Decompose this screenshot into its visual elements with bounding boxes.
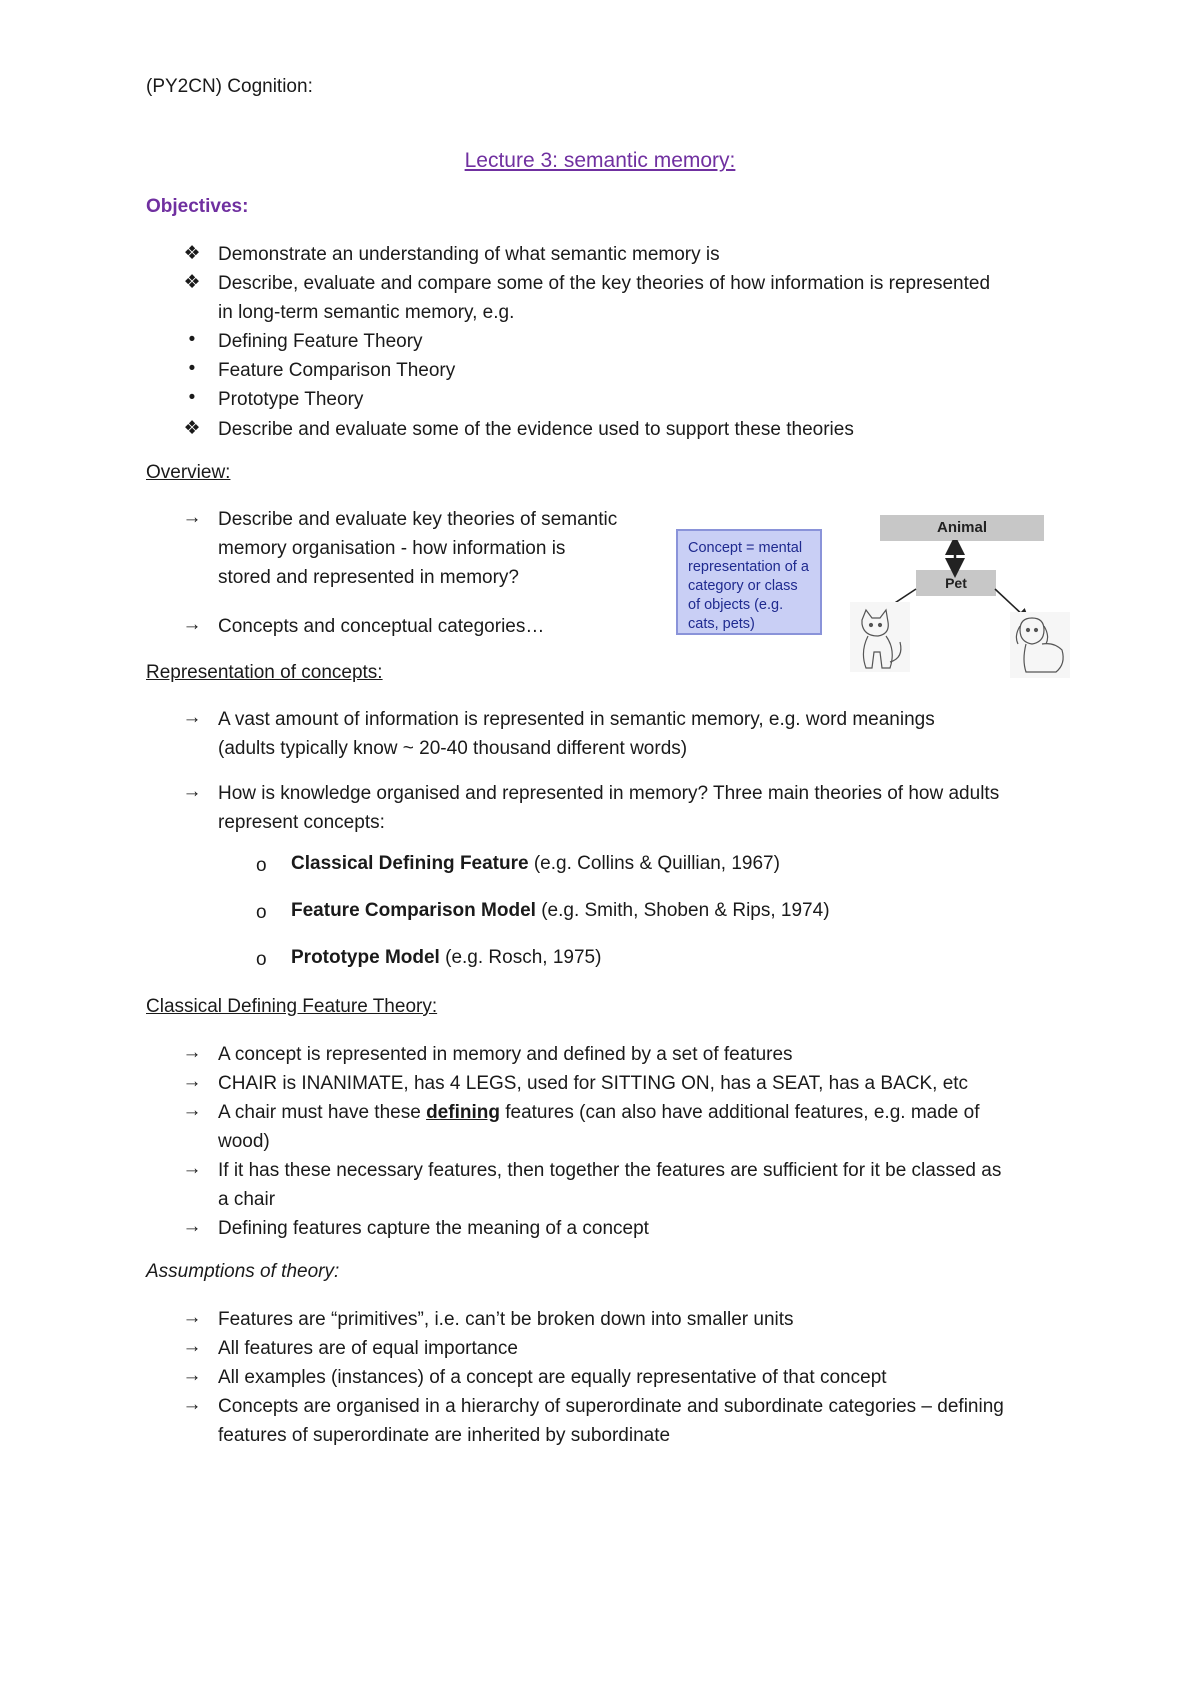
representation-text: A vast amount of information is represented in semantic memory, e.g. word meanings: [218, 709, 935, 730]
theory-text: [291, 900, 830, 922]
theory-reference: (e.g. Smith, Shoben & Rips, 1974): [535, 900, 830, 921]
assumption-text: Concepts are organised in a hierarchy of superordinate and subordinate categories – defining: [218, 1396, 1004, 1417]
theory-name: Feature Comparison Model: [291, 900, 536, 921]
objective-text: Describe, evaluate and compare some of the key theories of how information is represented: [218, 273, 991, 294]
assumption-text: Features are “primitives”, i.e. can’t be broken down into smaller units: [218, 1309, 794, 1330]
theory-reference: (e.g. Collins & Quillian, 1967): [528, 853, 780, 874]
bullet-icon: •: [188, 358, 196, 379]
arrow-icon: →: [182, 707, 202, 728]
assumption-text: All features are of equal importance: [218, 1338, 518, 1359]
classical-text: If it has these necessary features, then together the features are sufficient for it be classed as: [218, 1160, 1002, 1181]
classical-text: Defining features capture the meaning of a concept: [218, 1218, 649, 1239]
representation-text: (adults typically know ~ 20-40 thousand different words): [218, 738, 688, 759]
concept-hierarchy-diagram: [850, 540, 1070, 680]
circle-bullet-icon: o: [256, 855, 267, 876]
assumption-text: All examples (instances) of a concept are equally representative of that concept: [218, 1367, 887, 1388]
classical-theory-heading: Classical Defining Feature Theory:: [146, 996, 438, 1017]
theory-name: Classical Defining Feature: [291, 853, 529, 874]
concept-definition-box: Concept = mental representation of a category or class of objects (e.g. cats, pets): [676, 529, 822, 635]
arrow-icon: →: [182, 1336, 202, 1357]
theory-reference: (e.g. Rosch, 1975): [439, 947, 602, 968]
overview-heading: Overview:: [146, 462, 231, 483]
text-segment: features (can also have additional features, e.g. made of: [499, 1102, 980, 1123]
overview-text: Describe and evaluate key theories of semantic: [218, 509, 618, 530]
diamond-bullet-icon: ❖: [183, 272, 201, 293]
representation-text: How is knowledge organised and represented in memory? Three main theories of how adults: [218, 783, 1000, 804]
arrow-icon: →: [182, 1307, 202, 1328]
arrow-icon: →: [182, 1394, 202, 1415]
arrow-icon: →: [182, 1071, 202, 1092]
overview-text: stored and represented in memory?: [218, 567, 519, 588]
arrow-icon: →: [182, 614, 202, 635]
assumption-text: features of superordinate are inherited by subordinate: [218, 1425, 671, 1446]
document-header: (PY2CN) Cognition:: [146, 76, 313, 97]
arrow-icon: →: [182, 1042, 202, 1063]
objective-text: in long-term semantic memory, e.g.: [218, 302, 515, 323]
arrow-icon: →: [182, 1100, 202, 1121]
overview-text: Concepts and conceptual categories…: [218, 616, 545, 637]
lecture-title: Lecture 3: semantic memory:: [464, 149, 736, 172]
pet-node: Pet: [916, 570, 996, 596]
arrow-icon: →: [182, 507, 202, 528]
diamond-bullet-icon: ❖: [183, 243, 201, 264]
cat-icon: [850, 602, 910, 672]
overview-text: memory organisation - how information is: [218, 538, 566, 559]
objective-text: Feature Comparison Theory: [218, 360, 456, 381]
objective-text: Describe and evaluate some of the evidence used to support these theories: [218, 419, 854, 440]
text-segment: A chair must have these: [218, 1102, 427, 1123]
animal-node: Animal: [880, 515, 1044, 541]
objective-text: Defining Feature Theory: [218, 331, 423, 352]
representation-heading: Representation of concepts:: [146, 662, 383, 683]
emphasis-defining: defining: [426, 1102, 500, 1123]
theory-text: [291, 853, 780, 875]
objective-text: Demonstrate an understanding of what semantic memory is: [218, 244, 720, 265]
classical-text: A concept is represented in memory and defined by a set of features: [218, 1044, 793, 1065]
circle-bullet-icon: o: [256, 949, 267, 970]
theory-text: [291, 947, 601, 969]
theory-name: Prototype Model: [291, 947, 440, 968]
arrow-icon: →: [182, 1158, 202, 1179]
classical-text: a chair: [218, 1189, 276, 1210]
circle-bullet-icon: o: [256, 902, 267, 923]
classical-text: [218, 1098, 979, 1127]
arrow-icon: →: [182, 1365, 202, 1386]
objectives-heading: Objectives:: [146, 196, 249, 217]
bullet-icon: •: [188, 329, 196, 350]
arrow-icon: →: [182, 1216, 202, 1237]
representation-text: represent concepts:: [218, 812, 385, 833]
assumptions-heading: Assumptions of theory:: [146, 1261, 340, 1282]
classical-text: CHAIR is INANIMATE, has 4 LEGS, used for SITTING ON, has a SEAT, has a BACK, etc: [218, 1073, 969, 1094]
arrow-icon: →: [182, 781, 202, 802]
bullet-icon: •: [188, 387, 196, 408]
classical-text: wood): [218, 1131, 270, 1152]
diamond-bullet-icon: ❖: [183, 418, 201, 439]
dog-icon: [1010, 612, 1070, 678]
objective-text: Prototype Theory: [218, 389, 364, 410]
